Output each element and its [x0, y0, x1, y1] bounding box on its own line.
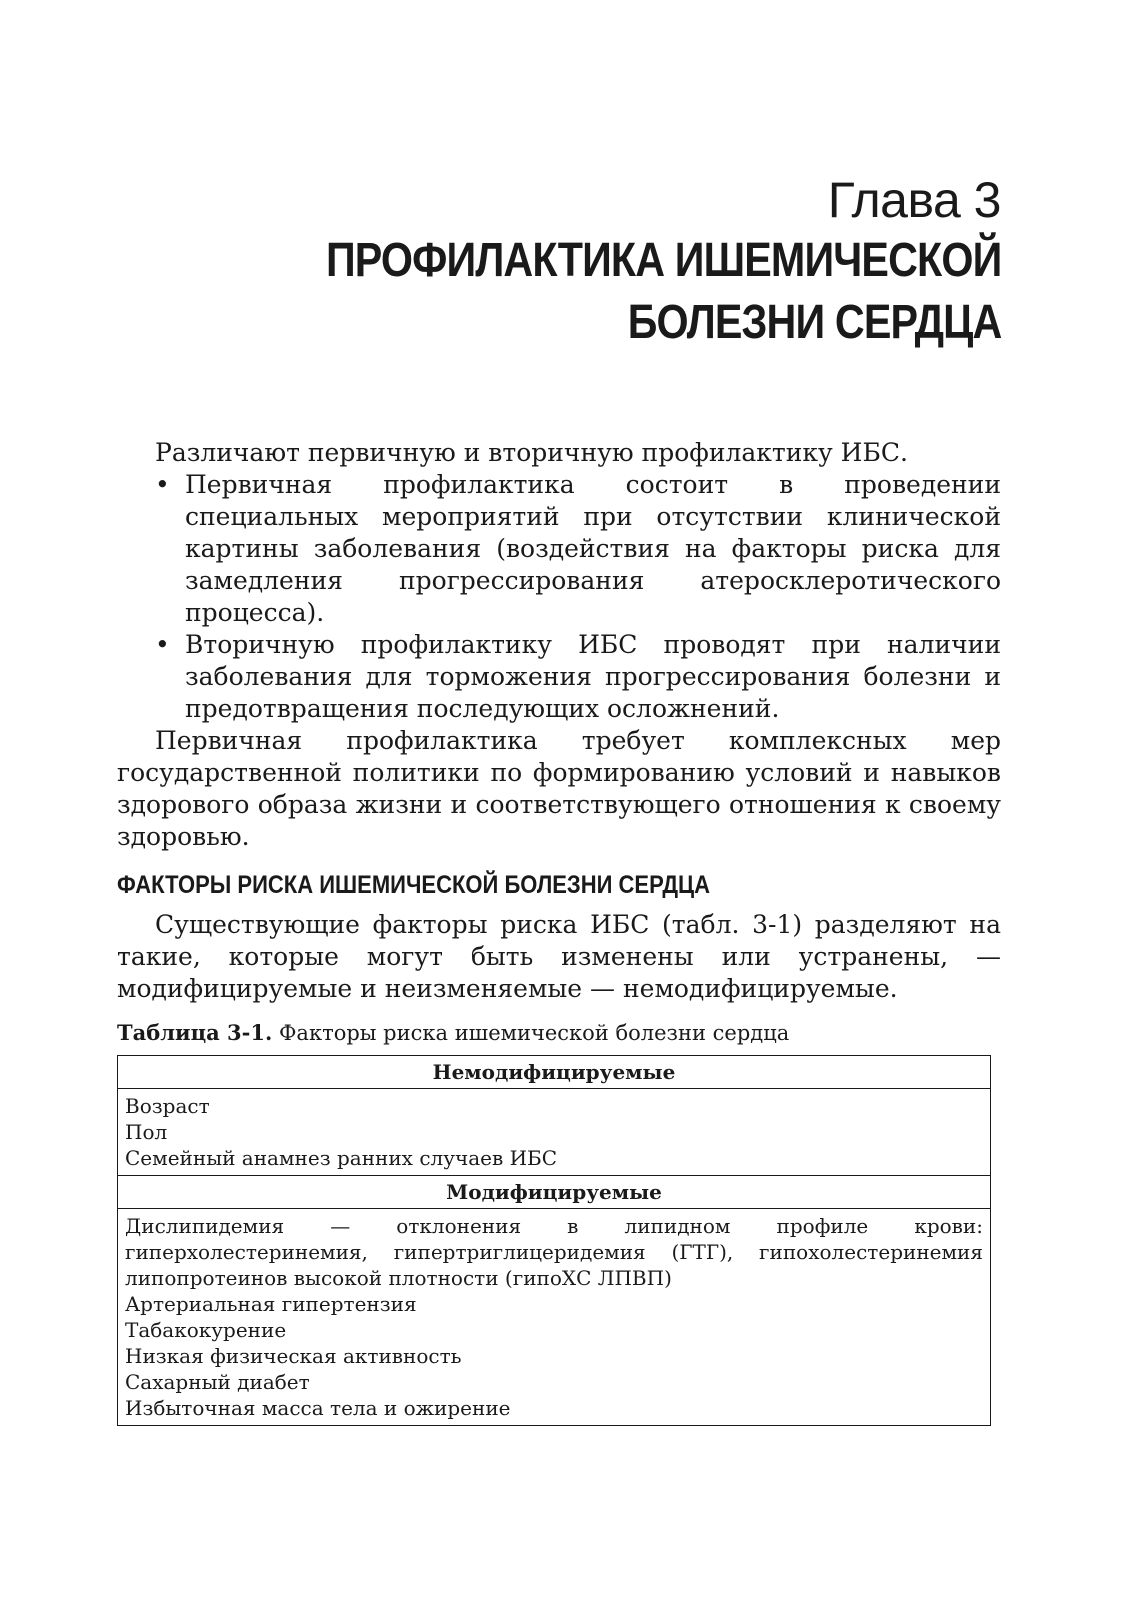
chapter-title-line-1: ПРОФИЛАКТИКА ИШЕМИЧЕСКОЙ: [325, 234, 1001, 287]
chapter-header: [216, 170, 1001, 354]
chapter-title-line-2: БОЛЕЗНИ СЕРДЦА: [627, 296, 1001, 349]
list-item: Сахарный диабет: [125, 1370, 310, 1394]
list-item: Табакокурение: [125, 1318, 287, 1342]
table-row: [118, 1209, 991, 1426]
non-modifiable-header: Немодифицируемые: [118, 1056, 991, 1089]
intro-paragraph: Различают первичную и вторичную профилактику ИБС.: [155, 438, 908, 467]
non-modifiable-cell: [118, 1089, 991, 1176]
table-row: [118, 1056, 991, 1089]
list-item: Низкая физическая активность: [125, 1344, 462, 1368]
list-item: Возраст: [125, 1094, 210, 1118]
list-item-primary: • Первичная профилактика состоит в проведении специальных мероприятий при отсутствии клинической картины заболевания (воздействия на факторы риска для замедления прогрессирования атеросклеротического процесса).: [185, 469, 1001, 629]
list-item: Избыточная масса тела и ожирение: [125, 1396, 511, 1420]
prevention-list: [117, 469, 1001, 725]
list-item: Пол: [125, 1120, 168, 1144]
section-paragraph: Существующие факторы риска ИБС (табл. 3-1) разделяют на такие, которые могут быть изменены или устранены, — модифицируемые и неизменяемые — немодифицируемые.: [117, 910, 1001, 1003]
list-item: Артериальная гипертензия: [125, 1292, 417, 1316]
section-heading: ФАКТОРЫ РИСКА ИШЕМИЧЕСКОЙ БОЛЕЗНИ СЕРДЦА: [117, 871, 711, 899]
table-row: [118, 1176, 991, 1209]
list-item: Семейный анамнез ранних случаев ИБС: [125, 1146, 558, 1170]
policy-paragraph: Первичная профилактика требует комплексных мер государственной политики по формированию условий и навыков здорового образа жизни и соответствующего отношения к своему здоровью.: [117, 726, 1001, 851]
table-row: [118, 1089, 991, 1176]
modifiable-header: Модифицируемые: [118, 1176, 991, 1209]
list-item-secondary: • Вторичную профилактику ИБС проводят при наличии заболевания для торможения прогрессирования болезни и предотвращения последующих осложнений.: [185, 629, 1001, 725]
page-body: [117, 437, 1001, 1426]
table-caption: [117, 1019, 1001, 1047]
modifiable-cell: [118, 1209, 991, 1426]
list-item: Дислипидемия — отклонения в липидном профиле крови: гиперхолестеринемия, гипертриглицеридемия (ГТГ), гипохолестеринемия липопротеинов высокой плотности (гипоХС ЛПВП): [125, 1214, 983, 1290]
risk-factors-table: [117, 1055, 991, 1426]
table-caption-text: Факторы риска ишемической болезни сердца: [279, 1021, 790, 1045]
table-caption-label: Таблица 3-1.: [117, 1020, 273, 1045]
chapter-number: Глава 3: [827, 172, 1001, 228]
